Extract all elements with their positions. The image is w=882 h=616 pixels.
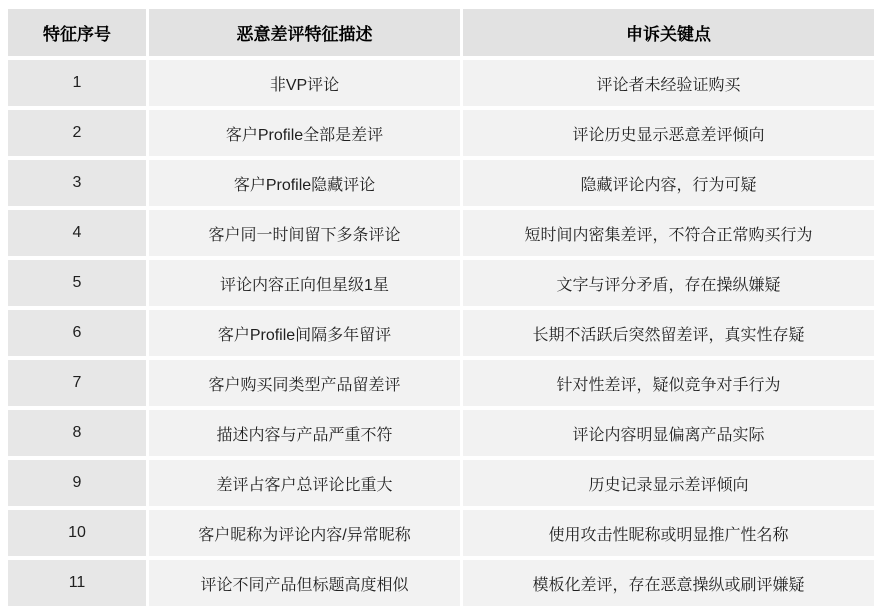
table-row bbox=[8, 460, 874, 506]
header-row bbox=[8, 9, 874, 56]
cell-appeal-point: 模板化差评，存在恶意操纵或刷评嫌疑 bbox=[463, 560, 874, 606]
table-row bbox=[8, 560, 874, 606]
table-body bbox=[8, 60, 874, 606]
header-appeal-point: 申诉关键点 bbox=[463, 9, 874, 56]
cell-feature-no: 6 bbox=[8, 310, 146, 356]
cell-feature-desc: 非VP评论 bbox=[149, 60, 460, 106]
table-row bbox=[8, 360, 874, 406]
feature-table bbox=[5, 5, 877, 610]
cell-feature-desc: 客户Profile隐藏评论 bbox=[149, 160, 460, 206]
cell-appeal-point: 评论者未经验证购买 bbox=[463, 60, 874, 106]
cell-feature-desc: 评论不同产品但标题高度相似 bbox=[149, 560, 460, 606]
cell-appeal-point: 评论历史显示恶意差评倾向 bbox=[463, 110, 874, 156]
cell-feature-desc: 评论内容正向但星级1星 bbox=[149, 260, 460, 306]
cell-feature-desc: 客户昵称为评论内容/异常昵称 bbox=[149, 510, 460, 556]
cell-feature-no: 1 bbox=[8, 60, 146, 106]
cell-feature-no: 11 bbox=[8, 560, 146, 606]
cell-feature-no: 8 bbox=[8, 410, 146, 456]
table-row bbox=[8, 510, 874, 556]
table-row bbox=[8, 110, 874, 156]
cell-feature-desc: 客户Profile全部是差评 bbox=[149, 110, 460, 156]
cell-feature-no: 5 bbox=[8, 260, 146, 306]
cell-appeal-point: 历史记录显示差评倾向 bbox=[463, 460, 874, 506]
cell-feature-no: 3 bbox=[8, 160, 146, 206]
table-row bbox=[8, 260, 874, 306]
cell-appeal-point: 短时间内密集差评，不符合正常购买行为 bbox=[463, 210, 874, 256]
table-row bbox=[8, 60, 874, 106]
header-feature-no: 特征序号 bbox=[8, 9, 146, 56]
cell-feature-no: 10 bbox=[8, 510, 146, 556]
cell-feature-no: 2 bbox=[8, 110, 146, 156]
cell-feature-desc: 客户Profile间隔多年留评 bbox=[149, 310, 460, 356]
table-row bbox=[8, 310, 874, 356]
cell-feature-desc: 客户购买同类型产品留差评 bbox=[149, 360, 460, 406]
cell-feature-no: 9 bbox=[8, 460, 146, 506]
table-row bbox=[8, 160, 874, 206]
cell-appeal-point: 长期不活跃后突然留差评，真实性存疑 bbox=[463, 310, 874, 356]
cell-appeal-point: 隐藏评论内容，行为可疑 bbox=[463, 160, 874, 206]
header-feature-desc: 恶意差评特征描述 bbox=[149, 9, 460, 56]
table-header bbox=[8, 9, 874, 56]
cell-feature-desc: 差评占客户总评论比重大 bbox=[149, 460, 460, 506]
cell-appeal-point: 针对性差评，疑似竞争对手行为 bbox=[463, 360, 874, 406]
cell-appeal-point: 评论内容明显偏离产品实际 bbox=[463, 410, 874, 456]
table-row bbox=[8, 210, 874, 256]
cell-feature-no: 7 bbox=[8, 360, 146, 406]
cell-feature-desc: 客户同一时间留下多条评论 bbox=[149, 210, 460, 256]
cell-feature-no: 4 bbox=[8, 210, 146, 256]
table-row bbox=[8, 410, 874, 456]
cell-feature-desc: 描述内容与产品严重不符 bbox=[149, 410, 460, 456]
cell-appeal-point: 使用攻击性昵称或明显推广性名称 bbox=[463, 510, 874, 556]
cell-appeal-point: 文字与评分矛盾，存在操纵嫌疑 bbox=[463, 260, 874, 306]
